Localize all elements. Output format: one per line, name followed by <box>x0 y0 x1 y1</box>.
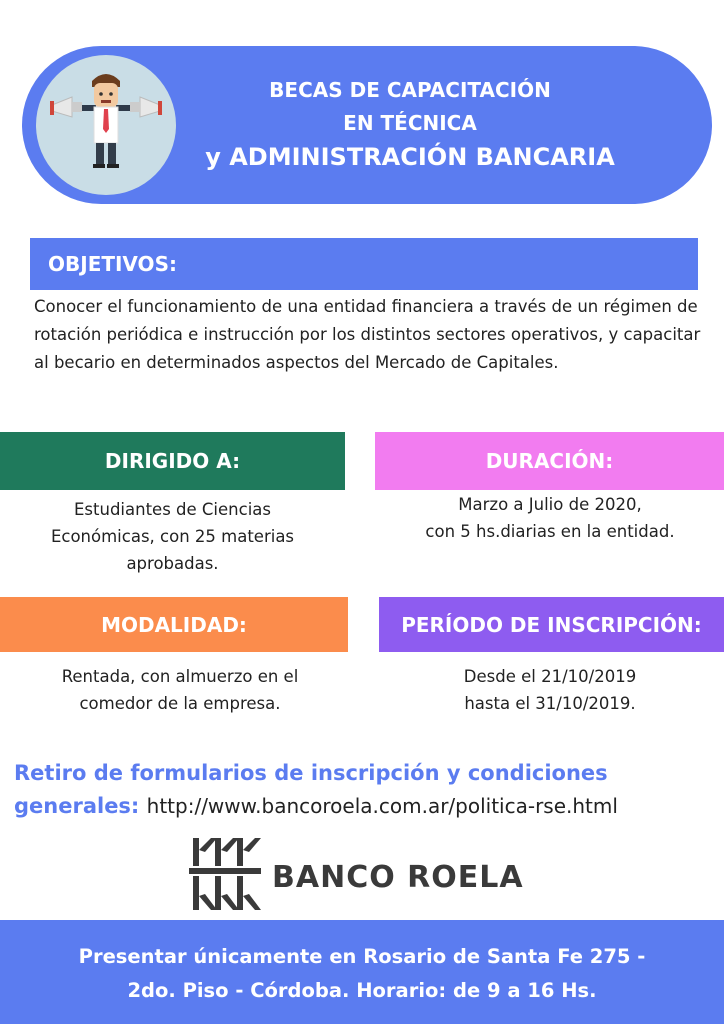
header-title-line2: EN TÉCNICA <box>343 111 477 135</box>
periodo-line2: hasta el 31/10/2019. <box>464 694 636 713</box>
duracion-line2: con 5 hs.diarias en la entidad. <box>425 522 675 541</box>
modalidad-heading: MODALIDAD: <box>0 597 348 652</box>
modalidad-line1: Rentada, con almuerzo en el <box>61 667 299 686</box>
man-with-megaphones-icon <box>36 55 176 195</box>
duracion-text <box>385 491 715 545</box>
dirigido-heading: DIRIGIDO A: <box>0 432 345 490</box>
header-title-line1: BECAS DE CAPACITACIÓN <box>269 78 551 102</box>
retiro-url-link[interactable]: http://www.bancoroela.com.ar/politica-rse.html <box>146 794 618 818</box>
duracion-line1: Marzo a Julio de 2020, <box>458 495 642 514</box>
banco-roela-logo <box>189 838 261 914</box>
modalidad-text <box>20 663 340 717</box>
retiro-label: Retiro de formularios de inscripción y condiciones generales: <box>14 761 608 818</box>
footer-line1: Presentar únicamente en Rosario de Santa Fe 275 - <box>78 945 646 968</box>
objetivos-heading: OBJETIVOS: <box>30 238 698 290</box>
dirigido-line2: Económicas, con 25 materias <box>50 527 295 546</box>
dirigido-line3: aprobadas. <box>126 554 219 573</box>
dirigido-line1: Estudiantes de Ciencias <box>74 500 271 519</box>
footer-line2: 2do. Piso - Córdoba. Horario: de 9 a 16 Hs. <box>127 979 597 1002</box>
objetivos-text: Conocer el funcionamiento de una entidad financiera a través de un régimen de rotación periódica e instrucción por los distintos sectores operativos, y capacitar al becario en determinados aspectos del Mercado de Capitales. <box>34 297 701 372</box>
avatar <box>36 55 176 195</box>
periodo-line1: Desde el 21/10/2019 <box>463 667 637 686</box>
header-title-line3: y ADMINISTRACIÓN BANCARIA <box>205 143 615 171</box>
footer-banner <box>0 920 724 1024</box>
modalidad-line2: comedor de la empresa. <box>79 694 281 713</box>
periodo-heading: PERÍODO DE INSCRIPCIÓN: <box>379 597 724 652</box>
periodo-text <box>385 663 715 717</box>
bank-name: BANCO ROELA <box>272 860 524 895</box>
duracion-heading: DURACIÓN: <box>375 432 724 490</box>
dirigido-text <box>20 496 325 577</box>
retiro-text <box>14 757 714 823</box>
